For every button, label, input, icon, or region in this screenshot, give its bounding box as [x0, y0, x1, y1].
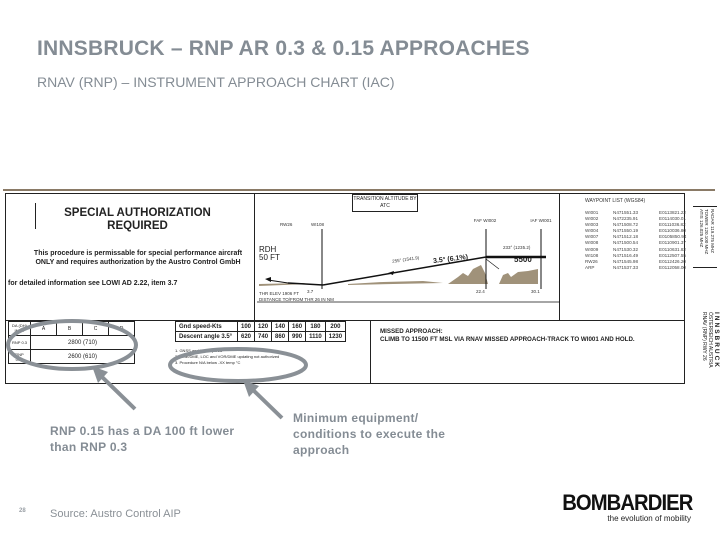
frequency-panel: [693, 206, 717, 268]
auth-text: This procedure is permissable for special performance aircraft ONLY and requires authorization by the Austro Control GmbH: [33, 250, 243, 266]
wp-lon: E0110036.80: [659, 228, 686, 234]
descent-row: [176, 332, 346, 342]
wp-lon: E0112058.00: [659, 264, 686, 270]
city-name: INNSBRUCK: [713, 312, 720, 369]
descent-cell: 1110: [306, 332, 326, 342]
altitude-5500: 5500: [514, 255, 532, 264]
wp-id: WI108: [585, 252, 599, 258]
logo-name: BOMBARDIER: [562, 490, 693, 515]
freq-value: 126.025 MHZ: [699, 219, 704, 248]
thr-elev-note: THR ELEV 1906 FT: [259, 291, 300, 296]
wp-lon: E0112426.20: [659, 258, 686, 264]
minima-label: RNP 0.15: [9, 350, 31, 364]
wp-lon: E0105850.94: [659, 234, 687, 240]
minima-value: 2600 (610): [31, 350, 135, 364]
wp-lon: E0113821.22: [659, 210, 686, 215]
country-name: ÖSTERREICH AUSTRIA: [707, 312, 713, 368]
note: 2. DME/DME, LOC and VOR/DME updating not authorized: [175, 354, 280, 359]
bombardier-logo: [551, 492, 691, 523]
approach-chart: [3, 189, 720, 385]
fix-label: RW26: [280, 222, 293, 227]
freq-value: 119.275 MHZ: [710, 226, 715, 253]
slide-title: INNSBRUCK – RNP AR 0.3 & 0.15 APPROACHES: [37, 37, 530, 60]
fix-label: IAF WI001: [530, 218, 552, 223]
missed-approach: [380, 328, 680, 344]
wp-id: WI008: [585, 240, 599, 246]
note: 3. Procedure N/A below -XX temp °C: [175, 360, 241, 365]
missed-approach-title: MISSED APPROACH:: [380, 328, 443, 335]
minima-header-row: [9, 322, 135, 336]
fix-label: FAF WI002: [473, 218, 497, 223]
waypoint-list-title: WAYPOINT LIST (WGS84): [585, 198, 646, 204]
wp-lat: N472235.91: [613, 216, 639, 222]
city-text: [701, 312, 719, 384]
slide-subtitle: RNAV (RNP) – INSTRUMENT APPROACH CHART (IAC): [37, 74, 395, 90]
inbound-track: 255° (1541.9): [391, 255, 420, 264]
speed-cell: 160: [289, 322, 306, 332]
procedure-name: RNAV (RNP) RWY 26: [701, 312, 707, 361]
wp-id: RW26: [585, 258, 598, 264]
note: 1. GNSS and IRS required: [175, 348, 223, 353]
wp-lon: E0114030.01: [659, 216, 686, 222]
auth-heading-line2: REQUIRED: [107, 220, 168, 232]
descent-cell: 990: [289, 332, 306, 342]
wp-id: WI001: [585, 210, 599, 215]
minima-header: A: [31, 322, 57, 336]
callout-equipment: Minimum equipment/ conditions to execute the approach: [293, 411, 446, 457]
speed-table: [175, 321, 346, 342]
descent-label: Descent angle 3.5°: [176, 332, 238, 342]
minima-header: DA (DH) IN FT: [9, 322, 31, 336]
auth-reference: for detailed information see LOWI AD 2.22, item 3.7: [8, 280, 178, 287]
descent-angle: 3.5° (6.1%): [432, 253, 469, 266]
fix-label: WI108: [311, 222, 325, 227]
source-note: Source: Austro Control AIP: [50, 508, 181, 520]
minima-label: RNP 0.3: [9, 336, 31, 350]
speed-cell: 180: [306, 322, 326, 332]
wp-lat: N471545.98: [613, 258, 639, 264]
distance: 30.1: [531, 289, 540, 294]
wp-id: ARP: [585, 264, 595, 270]
minima-table: [8, 321, 135, 364]
wp-lat: N471530.32: [613, 246, 639, 252]
frequency-list: [699, 209, 716, 271]
wp-lat: N471516.49: [613, 252, 639, 258]
wp-lon: E0112507.55: [659, 252, 686, 258]
missed-approach-text: CLIMB TO 11500 FT MSL VIA RNAV MISSED APPROACH-TRACK TO WI001 AND HOLD.: [380, 336, 635, 343]
wp-lat: N471508.72: [613, 222, 639, 228]
waypoint-row: [585, 265, 686, 271]
speed-cell: 120: [255, 322, 272, 332]
wp-id: WI009: [585, 246, 599, 252]
descent-cell: 860: [272, 332, 289, 342]
minima-row: [9, 336, 135, 350]
wp-id: WI004: [585, 228, 599, 234]
wp-lon: E0110901.37: [659, 240, 686, 246]
freq-value: 120.100 MHZ: [704, 226, 710, 255]
minima-header: C: [83, 322, 109, 336]
speed-row: [176, 322, 346, 332]
rdh: RDH: [259, 245, 277, 254]
waypoint-list: [585, 210, 686, 271]
rdh-value: 50 FT: [259, 253, 280, 262]
auth-heading-line1: SPECIAL AUTHORIZATION: [64, 207, 211, 219]
freq-label: ATIS: [699, 209, 704, 219]
descent-cell: 620: [238, 332, 255, 342]
speed-cell: 140: [272, 322, 289, 332]
wp-lat: N471537.33: [613, 264, 639, 270]
speed-label: Gnd speed-Kts: [176, 322, 238, 332]
minima-value: 2800 (710): [31, 336, 135, 350]
speed-cell: 200: [325, 322, 345, 332]
logo-tagline: the evolution of mobility: [607, 514, 691, 523]
wp-lat: N471512.18: [613, 234, 639, 240]
transition-altitude-box: TRANSITION ALTITUDE BY ATC: [352, 194, 418, 212]
distance-note: DISTANCE TO/FROM THR 26 IN NM: [259, 297, 334, 302]
equipment-notes: [175, 348, 279, 366]
page-number: 28: [19, 508, 26, 514]
descent-cell: 740: [255, 332, 272, 342]
minima-header: B: [57, 322, 83, 336]
wp-lat: N471500.54: [613, 240, 639, 246]
minima-row: [9, 350, 135, 364]
wp-id: WI003: [585, 222, 599, 228]
freq-label: TOWER: [704, 209, 710, 226]
side-city-label: [693, 312, 719, 384]
callout-minima: RNP 0.15 has a DA 100 ft lower than RNP 0.3: [50, 424, 235, 454]
distance: 22.4: [476, 289, 485, 294]
wp-id: WI002: [585, 216, 599, 222]
wp-lat: N471550.19: [613, 228, 639, 234]
distance: 3.7: [307, 289, 314, 294]
descent-cell: 1230: [325, 332, 345, 342]
wp-lon: E0110631.82: [659, 246, 686, 252]
freq-label: RADAR: [710, 209, 715, 225]
wp-lon: E0111036.82: [659, 222, 686, 228]
speed-cell: 100: [238, 322, 255, 332]
wp-lat: N471551.33: [613, 210, 639, 215]
minima-header: D: [109, 322, 135, 336]
final-track: 233° (1235.2): [503, 245, 531, 250]
wp-id: WI007: [585, 234, 599, 240]
